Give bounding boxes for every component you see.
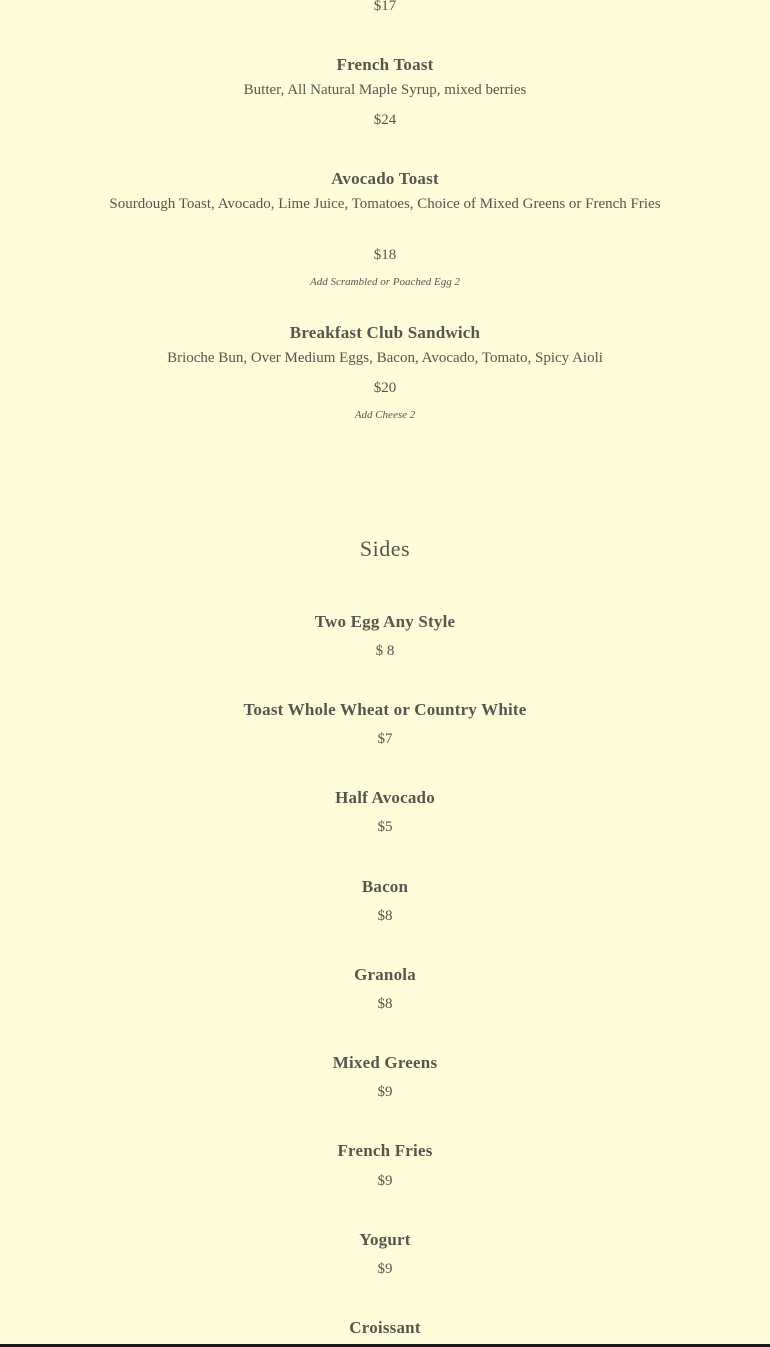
menu-item-addon-note: Add Scrambled or Poached Egg 2 (310, 276, 460, 288)
menu-item-price: $20 (373, 380, 397, 396)
side-item-price: $9 (377, 1084, 393, 1100)
side-item-price: $9 (377, 1261, 393, 1277)
side-item-price: $9 (377, 1173, 393, 1189)
side-item-name: Toast Whole Wheat or Country White (243, 700, 527, 719)
side-item-name: Two Egg Any Style (314, 612, 456, 631)
side-item-name: French Fries (337, 1141, 433, 1160)
menu-item-addon-note: Add Cheese 2 (354, 409, 416, 421)
menu-item-description: Brioche Bun, Over Medium Eggs, Bacon, Avocado, Tomato, Spicy Aioli (167, 350, 603, 366)
menu-item-price: $17 (373, 0, 397, 14)
side-item-name: Croissant (349, 1318, 421, 1337)
side-item-name: Half Avocado (335, 788, 435, 807)
menu-item-name: Breakfast Club Sandwich (289, 323, 481, 342)
side-item-name: Bacon (361, 877, 409, 896)
side-item-price: $5 (377, 819, 393, 835)
section-title-sides: Sides (359, 536, 411, 561)
side-item-name: Yogurt (359, 1230, 411, 1249)
side-item-name: Granola (354, 965, 416, 984)
menu-item-price: $18 (373, 247, 397, 263)
side-item-price: $ 8 (375, 643, 395, 659)
side-item-price: $8 (377, 908, 393, 924)
menu-item-name: Avocado Toast (331, 169, 439, 188)
side-item-price: $7 (377, 731, 393, 747)
menu-item-description: Butter, All Natural Maple Syrup, mixed berries (243, 82, 527, 98)
menu-item-description: Sourdough Toast, Avocado, Lime Juice, Tomatoes, Choice of Mixed Greens or French Fries (109, 196, 661, 212)
menu-item-name: French Toast (336, 55, 434, 74)
side-item-price: $8 (377, 996, 393, 1012)
menu-item-price: $24 (373, 112, 397, 128)
side-item-name: Mixed Greens (332, 1053, 438, 1072)
